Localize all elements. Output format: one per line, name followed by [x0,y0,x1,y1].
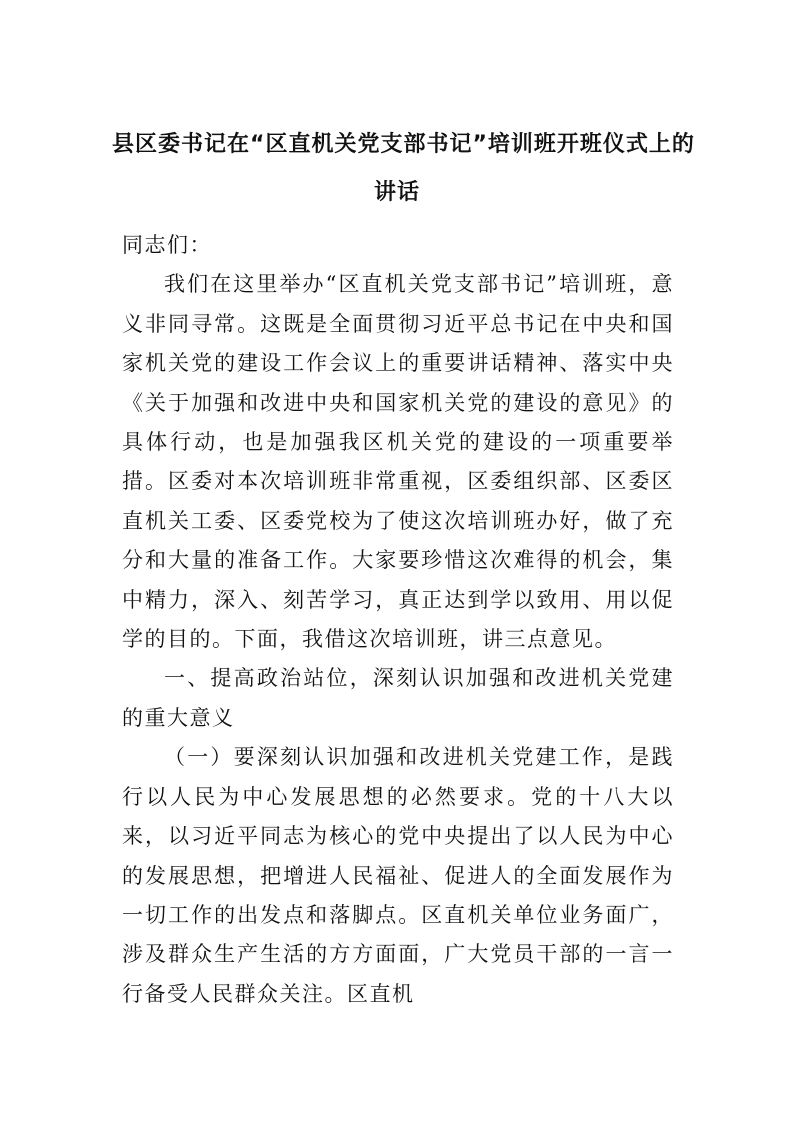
document-body [122,226,674,1014]
paragraph-subsection-1: （一）要深刻认识加强和改进机关党建工作，是践行以人民为中心发展思想的必然要求。党的十八大以来，以习近平同志为核心的党中央提出了以人民为中心的发展思想，把增进人民福祉、促进人的全面发展作为一切工作的出发点和落脚点。区直机关单位业务面广，涉及群众生产生活的方方面面，广大党员干部的一言一行备受人民群众关注。区直机 [122,745,674,1006]
section-heading-1: 一、提高政治站位，深刻认识加强和改进机关党建的重大意义 [122,666,674,730]
document-title-line-2: 讲话 [373,180,420,205]
paragraph-intro: 我们在这里举办“区直机关党支部书记”培训班，意义非同寻常。这既是全面贯彻习近平总书记在中央和国家机关党的建设工作会议上的重要讲话精神、落实中央《关于加强和改进中央和国家机关党的建设的意见》的具体行动，也是加强我区机关党的建设的一项重要举措。区委对本次培训班非常重视，区委组织部、区委区直机关工委、区委党校为了使这次培训班办好，做了充分和大量的准备工作。大家要珍惜这次难得的机会，集中精力，深入、刻苦学习，真正达到学以致用、用以促学的目的。下面，我借这次培训班，讲三点意见。 [122,272,674,652]
document-title-line-1: 县区委书记在“区直机关党支部书记”培训班开班仪式上的 [112,132,695,157]
salutation: 同志们： [122,233,212,257]
